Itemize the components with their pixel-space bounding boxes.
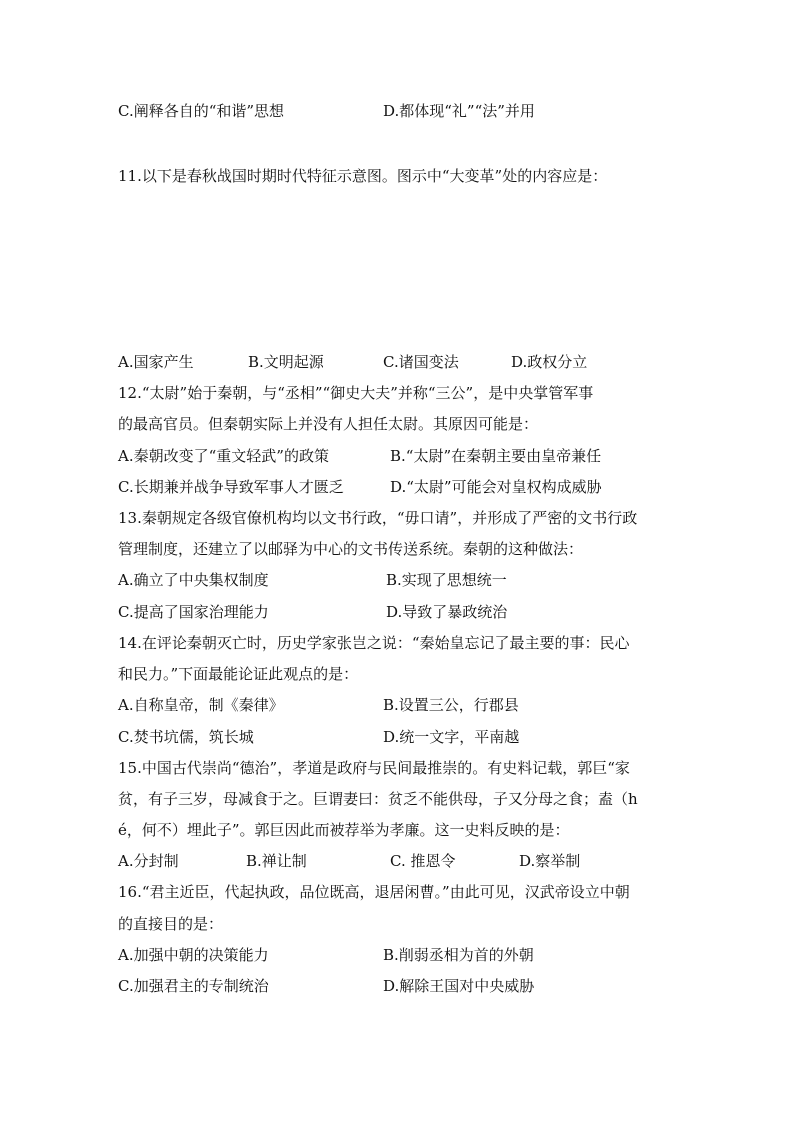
q15-stem-line-3: é，何不）埋此子”。郭巨因此而被荐举为孝廉。这一史料反映的是： xyxy=(118,821,570,839)
q16-option-b: B.削弱丞相为首的外朝 xyxy=(383,946,534,964)
prev-option-d: D.都体现“礼”“法”并用 xyxy=(383,102,535,120)
q15-stem-line-1: 15.中国古代崇尚“德治”，孝道是政府与民间最推崇的。有史料记载，郭巨“家 xyxy=(118,759,630,777)
q14-stem-line-2: 和民力。”下面最能论证此观点的是： xyxy=(118,665,359,683)
q13-stem-line-2: 管理制度，还建立了以邮驿为中心的文书传送系统。秦朝的这种做法： xyxy=(118,540,584,558)
q11-option-c: C.诸国变法 xyxy=(383,353,459,371)
q12-stem-line-1: 12.“太尉”始于秦朝，与“丞相”“御史大夫”并称“三公”，是中央掌管军事 xyxy=(118,384,594,402)
q11-option-b: B.文明起源 xyxy=(248,353,324,371)
q16-option-c: C.加强君主的专制统治 xyxy=(118,977,269,995)
q13-option-a: A.确立了中央集权制度 xyxy=(118,571,269,589)
q15-option-d: D.察举制 xyxy=(519,852,581,870)
q12-option-c: C.长期兼并战争导致军事人才匮乏 xyxy=(118,478,344,496)
q13-stem-line-1: 13.秦朝规定各级官僚机构均以文书行政，“毋口请”，并形成了严密的文书行政 xyxy=(118,509,638,527)
q16-stem-line-2: 的直接目的是： xyxy=(118,915,224,933)
prev-option-c: C.阐释各自的“和谐”思想 xyxy=(118,102,285,120)
q12-stem-line-2: 的最高官员。但秦朝实际上并没有人担任太尉。其原因可能是： xyxy=(118,415,539,433)
q12-option-a: A.秦朝改变了“重文轻武”的政策 xyxy=(118,447,329,465)
q16-option-d: D.解除王国对中央威胁 xyxy=(383,977,535,995)
q14-option-c: C.焚书坑儒，筑长城 xyxy=(118,728,254,746)
q11-option-d: D.政权分立 xyxy=(511,353,588,371)
q15-option-c: C. 推恩令 xyxy=(390,852,456,870)
q12-option-b: B.“太尉”在秦朝主要由皇帝兼任 xyxy=(390,447,602,465)
q11-stem: 11.以下是春秋战国时期时代特征示意图。图示中“大变革”处的内容应是： xyxy=(118,167,608,185)
q14-stem-line-1: 14.在评论秦朝灭亡时，历史学家张岂之说：“秦始皇忘记了最主要的事：民心 xyxy=(118,634,630,652)
q14-option-a: A.自称皇帝，制《秦律》 xyxy=(118,696,284,714)
q15-stem-line-2: 贫，有子三岁，母减食于之。巨谓妻曰：贫乏不能供母，子又分母之食；盍（h xyxy=(118,790,638,808)
q14-option-d: D.统一文字，平南越 xyxy=(383,728,520,746)
q13-option-b: B.实现了思想统一 xyxy=(386,571,507,589)
q16-option-a: A.加强中朝的决策能力 xyxy=(118,946,269,964)
q13-option-c: C.提高了国家治理能力 xyxy=(118,603,269,621)
q15-option-a: A.分封制 xyxy=(118,852,179,870)
q13-option-d: D.导致了暴政统治 xyxy=(386,603,508,621)
q11-option-a: A.国家产生 xyxy=(118,353,194,371)
q15-option-b: B.禅让制 xyxy=(246,852,307,870)
q14-option-b: B.设置三公，行郡县 xyxy=(383,696,519,714)
q12-option-d: D.“太尉”可能会对皇权构成威胁 xyxy=(390,478,602,496)
q16-stem-line-1: 16.“君主近臣，代起执政，品位既高，退居闲曹。”由此可见，汉武帝设立中朝 xyxy=(118,883,630,901)
